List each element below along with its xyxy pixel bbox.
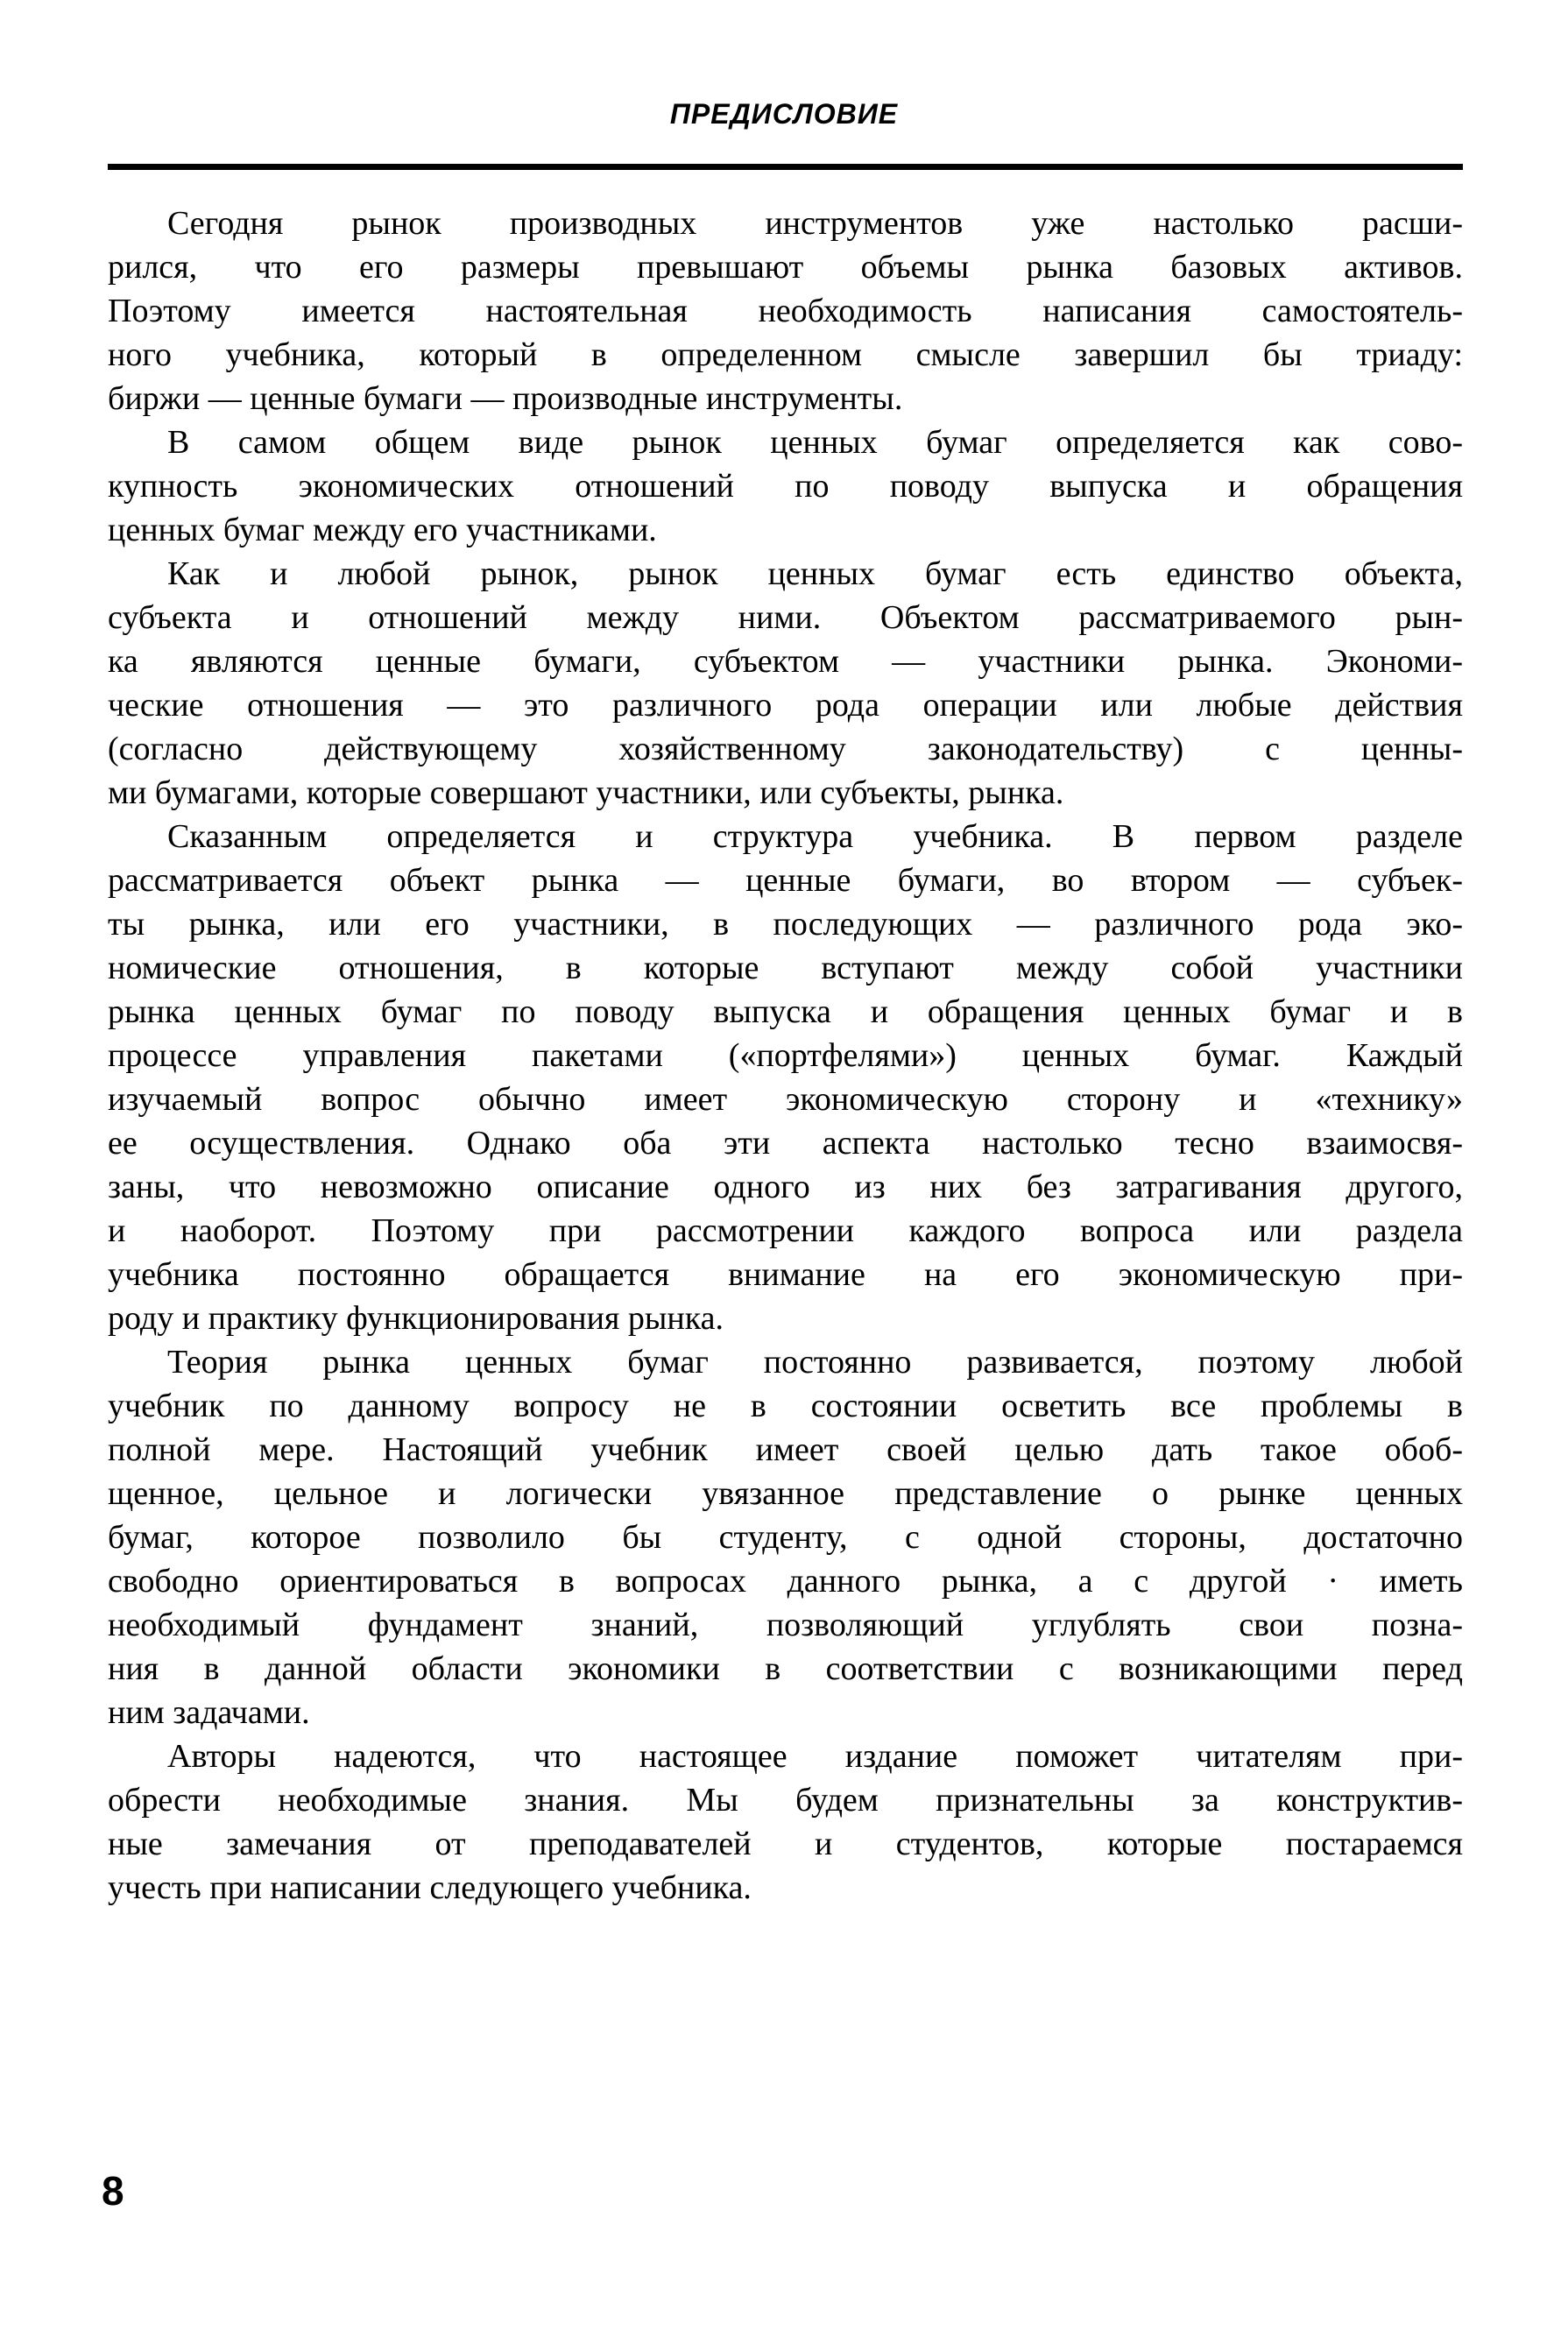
chapter-title: ПРЕДИСЛОВИЕ [669,98,899,130]
text-line: необходимый фундамент знаний, позволяющий углублять свои позна- [108,1607,1463,1643]
text-line: ния в данной области экономики в соответствии с возникающими перед [108,1650,1463,1687]
text-line: изучаемый вопрос обычно имеет экономическую сторону и «технику» [108,1081,1463,1118]
text-line: учебника постоянно обращается внимание на его экономическую при- [108,1256,1463,1293]
text-line: купность экономических отношений по поводу выпуска и обращения [108,468,1463,505]
text-line: Теория рынка ценных бумаг постоянно развивается, поэтому любой [167,1344,1463,1381]
text-line: заны, что невозможно описание одного из них без затрагивания другого, [108,1169,1463,1205]
text-line: ческие отношения — это различного рода операции или любые действия [108,687,1463,724]
text-line: рился, что его размеры превышают объемы рынка базовых активов. [108,249,1463,286]
text-line: свободно ориентироваться в вопросах данного рынка, а с другой · иметь [108,1563,1463,1600]
text-line: В самом общем виде рынок ценных бумаг определяется как сово- [167,424,1463,461]
text-line: ним задачами. [108,1694,310,1731]
text-line: ты рынка, или его участники, в последующих — различного рода эко- [108,906,1463,943]
text-line: Авторы надеются, что настоящее издание поможет читателям при- [167,1738,1463,1775]
divider-rule [108,164,1463,170]
text-line: ми бумагами, которые совершают участники, или субъекты, рынка. [108,774,1064,811]
paragraph [108,201,1463,420]
paragraph [108,552,1463,815]
text-line: учесть при написании следующего учебника. [108,1869,752,1906]
text-line: и наоборот. Поэтому при рассмотрении каждого вопроса или раздела [108,1212,1463,1249]
text-line: ценных бумаг между его участниками. [108,512,657,548]
text-line: ного учебника, который в определенном смысле завершил бы триаду: [108,336,1463,373]
text-line: щенное, цельное и логически увязанное представление о рынке ценных [108,1475,1463,1512]
text-line: полной мере. Настоящий учебник имеет своей целью дать такое обоб- [108,1431,1463,1468]
text-line: роду и практику функционирования рынка. [108,1300,724,1337]
text-line: номические отношения, в которые вступают между собой участники [108,950,1463,986]
paragraph [108,1340,1463,1734]
text-line: учебник по данному вопросу не в состоянии осветить все проблемы в [108,1388,1463,1424]
paragraph [108,815,1463,1340]
paragraph [108,1734,1463,1910]
body-text [108,201,1463,1910]
paragraph [108,420,1463,552]
text-line: ка являются ценные бумаги, субъектом — участники рынка. Экономи- [108,643,1463,680]
text-line: Сказанным определяется и структура учебника. В первом разделе [167,818,1463,855]
text-line: бумаг, которое позволило бы студенту, с одной стороны, достаточно [108,1519,1463,1556]
text-line: Сегодня рынок производных инструментов уже настолько расши- [167,205,1463,242]
text-line: ее осуществления. Однако оба эти аспекта настолько тесно взаимосвя- [108,1125,1463,1162]
text-line: рынка ценных бумаг по поводу выпуска и обращения ценных бумаг и в [108,993,1463,1030]
page-number: 8 [102,2168,124,2214]
text-line: биржи — ценные бумаги — производные инструменты. [108,380,903,417]
text-line: обрести необходимые знания. Мы будем признательны за конструктив- [108,1782,1463,1819]
text-line: Поэтому имеется настоятельная необходимость написания самостоятель- [108,293,1463,329]
text-line: ные замечания от преподавателей и студентов, которые постараемся [108,1826,1463,1862]
text-line: рассматривается объект рынка — ценные бумаги, во втором — субъек- [108,862,1463,899]
text-line: Как и любой рынок, рынок ценных бумаг есть единство объекта, [167,555,1463,592]
text-line: процессе управления пакетами («портфелями») ценных бумаг. Каждый [108,1037,1463,1074]
text-line: (согласно действующему хозяйственному законодательству) с ценны- [108,731,1463,767]
text-line: субъекта и отношений между ними. Объектом рассматриваемого рын- [108,599,1463,636]
